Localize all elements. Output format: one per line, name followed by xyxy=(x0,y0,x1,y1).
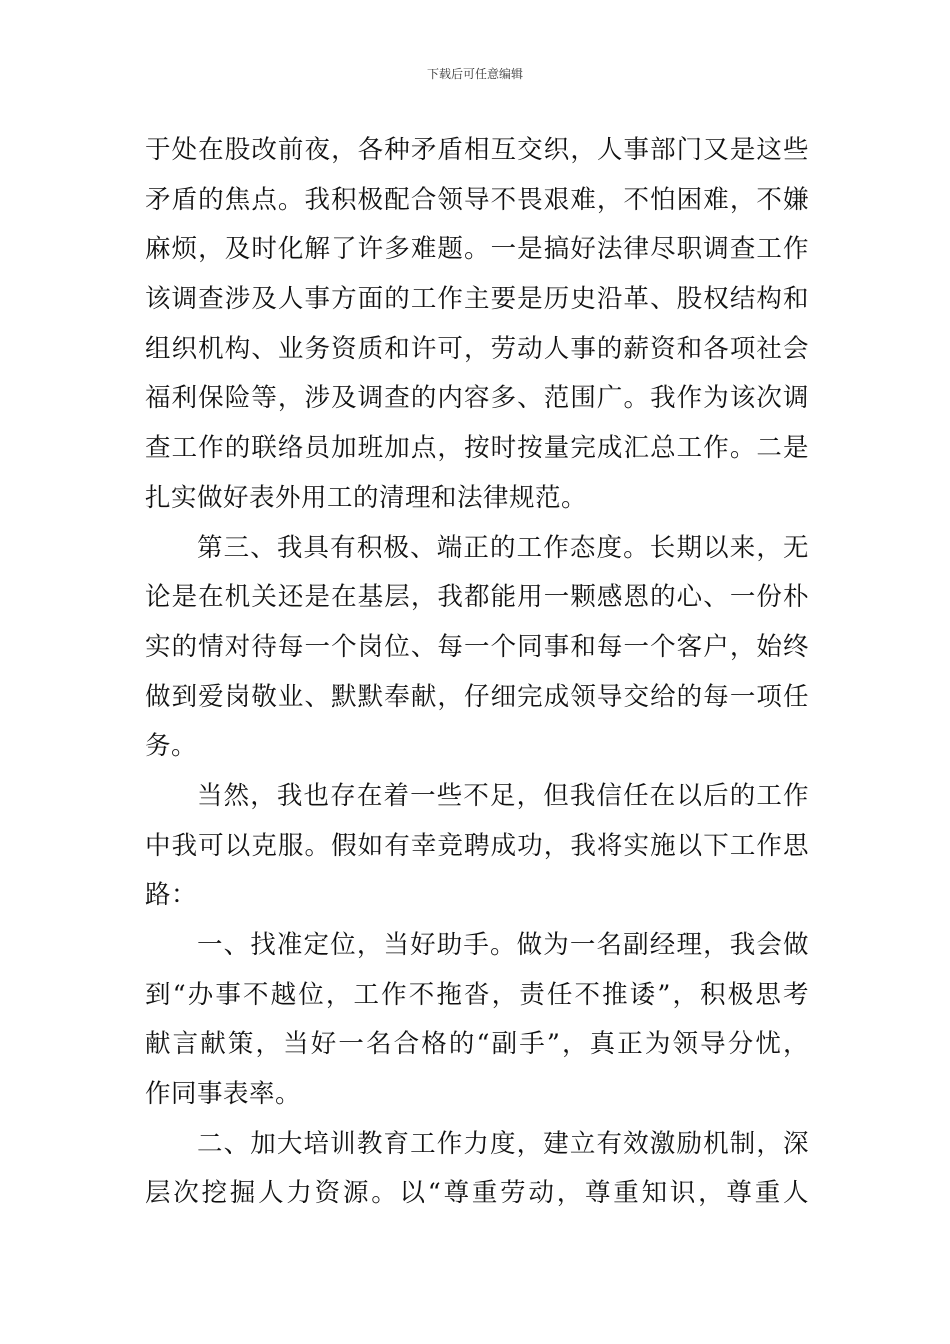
paragraph-first-line: 一、找准定位，当好助手。做为一名副经理，我会做 xyxy=(197,930,809,960)
text-line: 扎实做好表外用工的清理和法律规范。 xyxy=(145,482,588,513)
document-body xyxy=(145,126,809,1219)
text-line: 矛盾的焦点。我积极配合领导不畏艰难，不怕困难，不嫌 xyxy=(145,184,809,215)
text-line: 做到爱岗敬业、默默奉献，仔细完成领导交给的每一项任 xyxy=(145,681,809,712)
paragraph-first-line: 二、加大培训教育工作力度，建立有效激励机制，深 xyxy=(197,1128,809,1159)
text-line: 务。 xyxy=(145,731,198,762)
text-line: 中我可以克服。假如有幸竞聘成功，我将实施以下工作思 xyxy=(145,830,809,861)
paragraph-first-line: 第三、我具有积极、端正的工作态度。长期以来，无 xyxy=(197,532,809,563)
text-line: 实的情对待每一个岗位、每一个同事和每一个客户，始终 xyxy=(145,631,809,662)
header-note: 下载后可任意编辑 xyxy=(426,67,523,81)
text-line: 到“办事不越位，工作不拖沓，责任不推诿”，积极思考 xyxy=(145,979,809,1010)
text-line: 于处在股改前夜，各种矛盾相互交织，人事部门又是这些 xyxy=(145,135,809,165)
text-line: 该调查涉及人事方面的工作主要是历史沿革、股权结构和 xyxy=(145,284,809,315)
text-line: 麻烦，及时化解了许多难题。一是搞好法律尽职调查工作 xyxy=(145,234,809,265)
text-line: 路： xyxy=(145,880,198,911)
text-line: 组织机构、业务资质和许可，劳动人事的薪资和各项社会 xyxy=(145,333,809,364)
paragraph-first-line: 当然，我也存在着一些不足，但我信任在以后的工作 xyxy=(197,780,809,811)
text-line: 福利保险等，涉及调查的内容多、范围广。我作为该次调 xyxy=(145,383,809,414)
text-line: 层次挖掘人力资源。以“尊重劳动，尊重知识，尊重人 xyxy=(145,1178,809,1209)
text-line: 献言献策，当好一名合格的“副手”，真正为领导分忧， xyxy=(145,1029,809,1060)
text-line: 查工作的联络员加班加点，按时按量完成汇总工作。二是 xyxy=(145,433,809,464)
text-line: 作同事表率。 xyxy=(145,1079,302,1110)
text-line: 论是在机关还是在基层，我都能用一颗感恩的心、一份朴 xyxy=(145,582,809,613)
